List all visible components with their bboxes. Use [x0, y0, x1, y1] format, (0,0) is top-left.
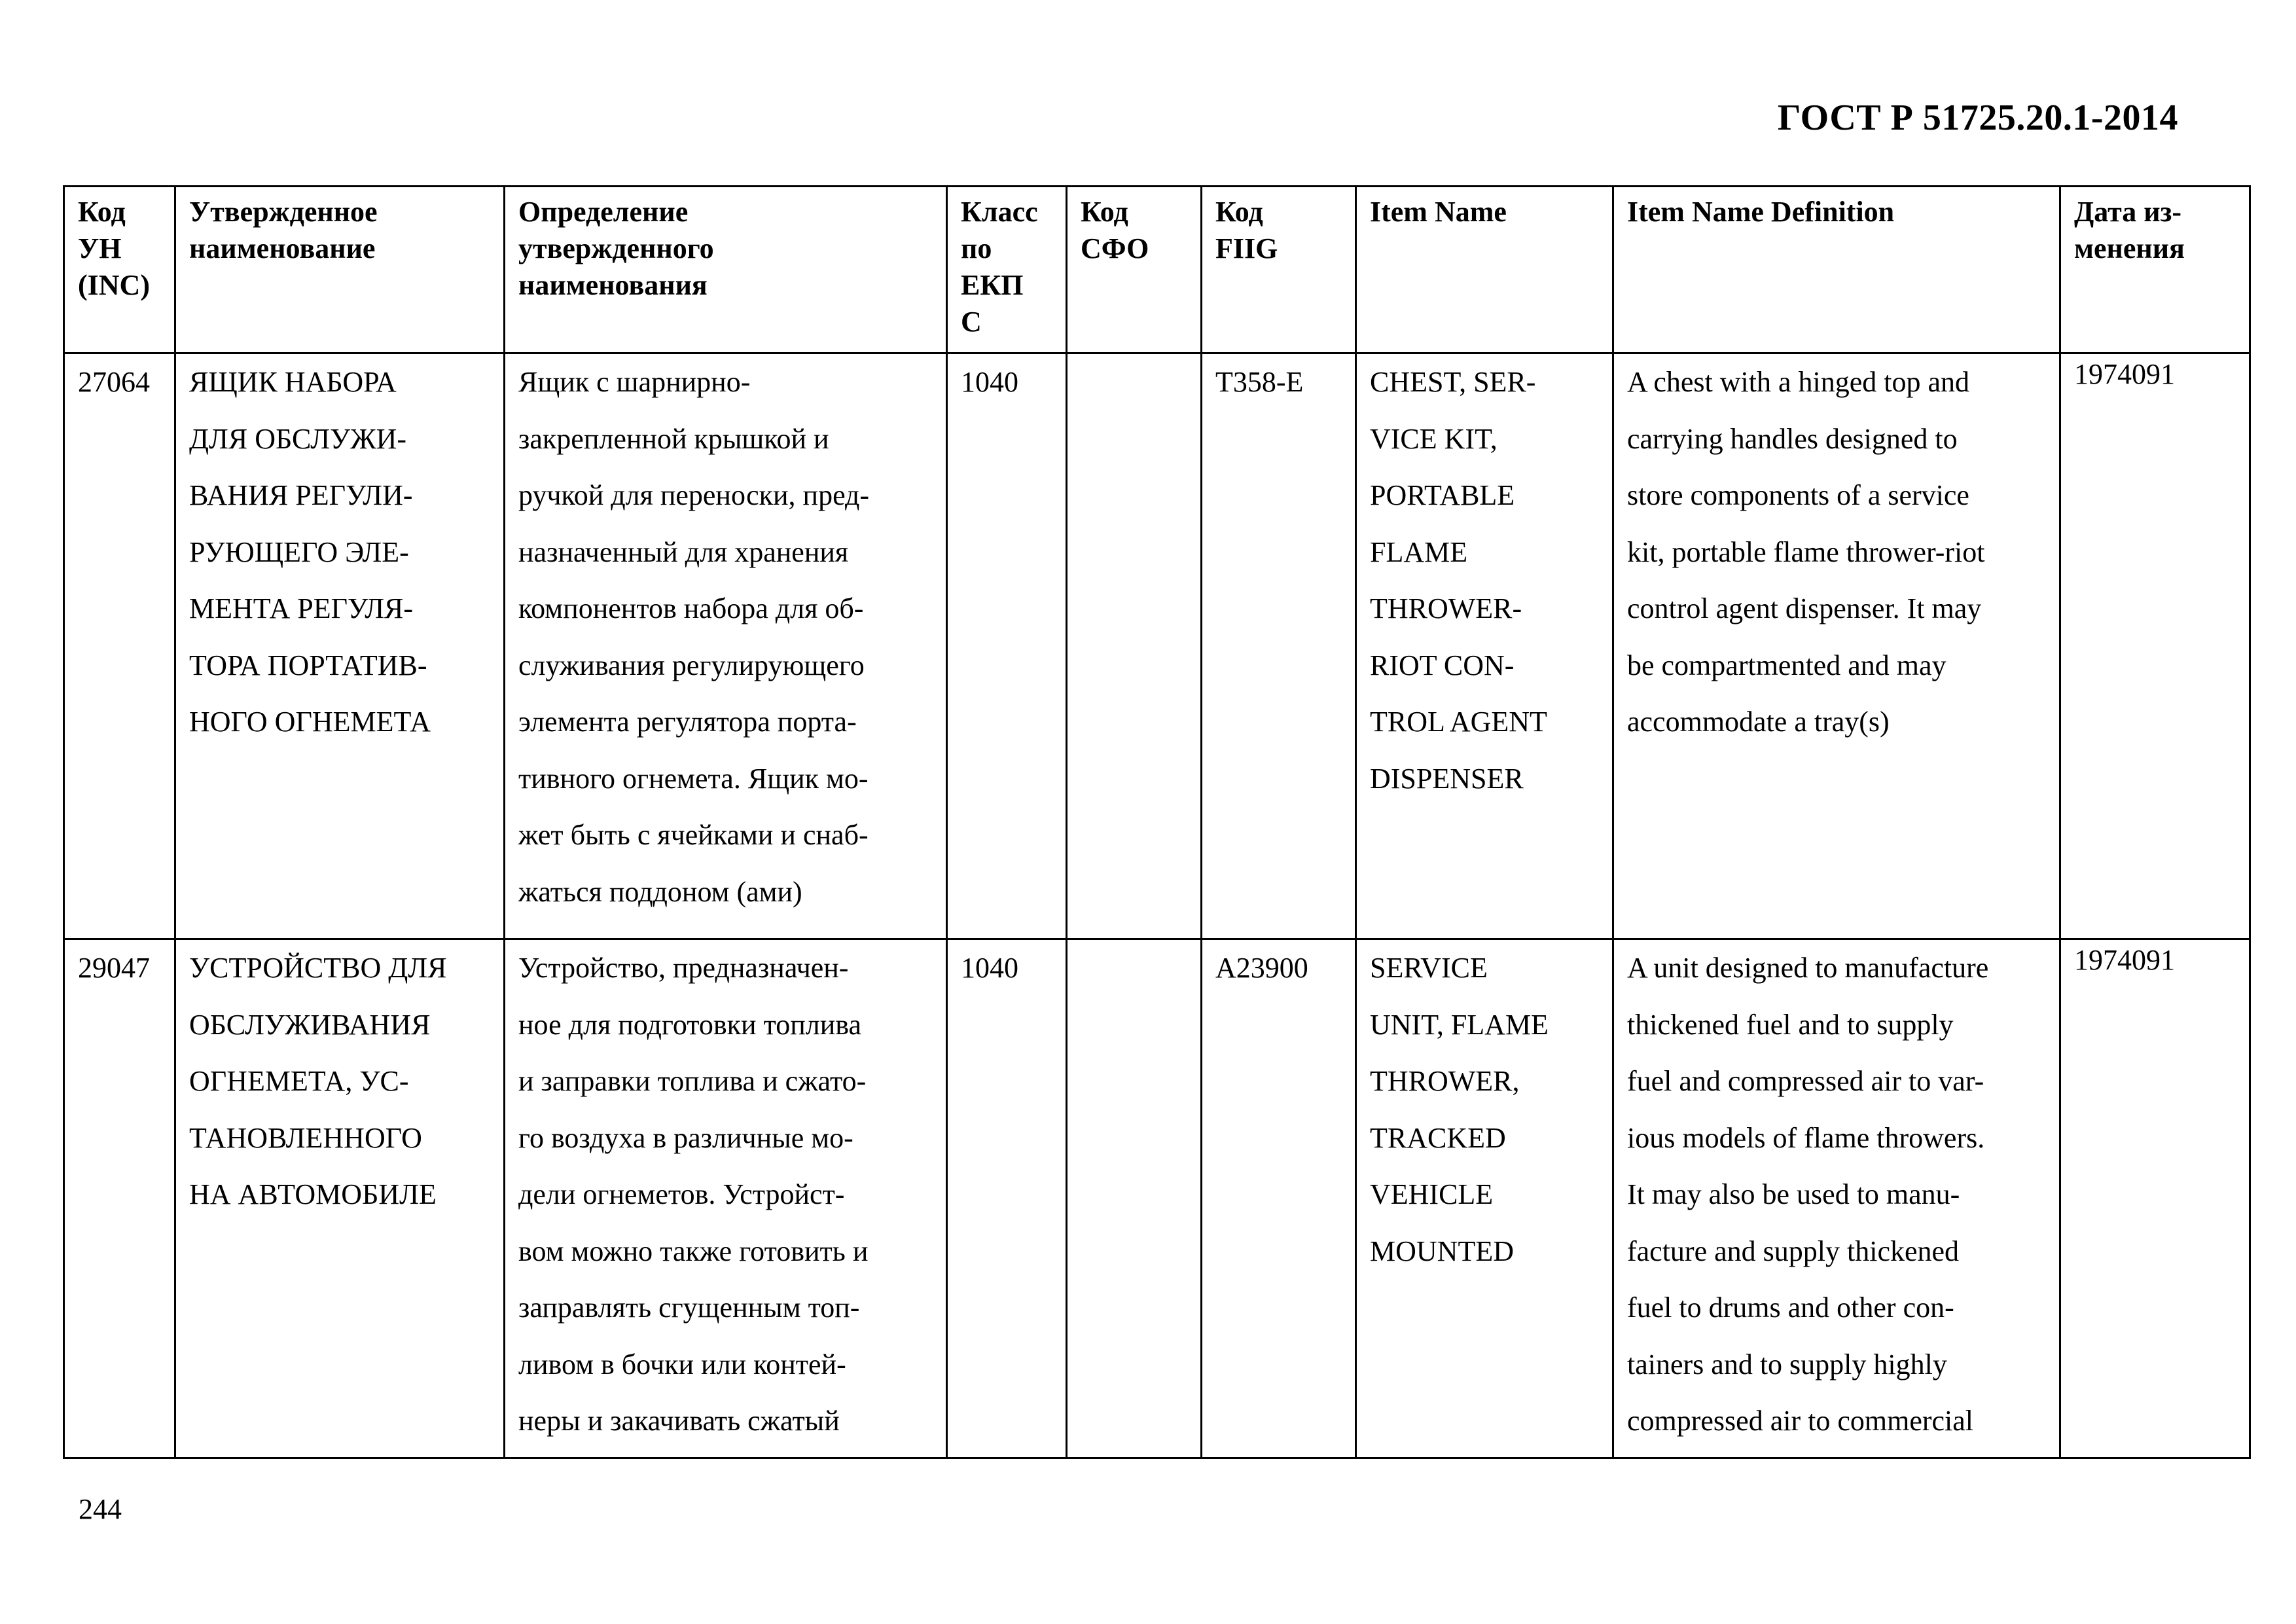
cell-text-line: ОГНЕМЕТА, УС- [189, 1065, 409, 1097]
cell-text-line: компонентов набора для об- [518, 592, 864, 624]
cell-definition [505, 939, 947, 1458]
cell-text-line: CHEST, SER- [1370, 366, 1536, 398]
header-sfo [1067, 187, 1202, 353]
header-text-line: наименования [518, 269, 708, 301]
header-text-line: Item Name [1370, 196, 1507, 228]
header-text-line: Item Name Definition [1627, 196, 1895, 228]
cell-sfo [1067, 353, 1202, 939]
cell-item-name-definition [1613, 353, 2060, 939]
cell-item-name-definition [1613, 939, 2060, 1458]
cell-fiig: T358-E [1202, 353, 1356, 939]
cell-change-date [2060, 939, 2250, 1458]
cell-text-line: MOUNTED [1370, 1235, 1514, 1267]
cell-text-line: неры и закачивать сжатый [518, 1405, 840, 1437]
cell-text-line: VEHICLE [1370, 1178, 1494, 1210]
document-standard-number: ГОСТ Р 51725.20.1-2014 [1777, 98, 2178, 138]
cell-text-line: FLAME [1370, 535, 1468, 568]
cell-text-line: НА АВТОМОБИЛЕ [189, 1178, 437, 1210]
table-row [64, 353, 2250, 939]
header-text-line: СФО [1081, 232, 1149, 264]
cell-text-line: Ящик с шарнирно- [518, 366, 751, 398]
header-text-line: по [961, 232, 992, 264]
cell-text-line: VICE KIT, [1370, 422, 1498, 455]
cell-text-line: МЕНТА РЕГУЛЯ- [189, 592, 414, 624]
cell-text-line: thickened fuel and to supply [1627, 1008, 1954, 1041]
cell-text-line: SERVICE [1370, 952, 1488, 984]
cell-text-line: be compartmented and may [1627, 649, 1946, 681]
cell-text-line: РУЮЩЕГО ЭЛЕ- [189, 535, 409, 568]
cell-text-line: тивного огнемета. Ящик мо- [518, 762, 869, 795]
header-change-date [2060, 187, 2250, 353]
cell-inc: 29047 [64, 939, 175, 1458]
header-text-line: Код [78, 196, 126, 228]
cell-text-line: ДЛЯ ОБСЛУЖИ- [189, 422, 407, 455]
cell-text-line: ручкой для переноски, пред- [518, 479, 870, 511]
cell-text-line: A unit designed to manufacture [1627, 952, 1989, 984]
cell-text-line: facture and supply thickened [1627, 1235, 1960, 1267]
cell-class: 1040 [947, 353, 1067, 939]
cell-text-line: ливом в бочки или контей- [518, 1348, 846, 1380]
cell-text-line: THROWER- [1370, 592, 1522, 624]
cell-text-line: УСТРОЙСТВО ДЛЯ [189, 952, 447, 984]
cell-text-line: TROL AGENT [1370, 706, 1547, 738]
header-text-line: Код [1215, 196, 1263, 228]
header-inc [64, 187, 175, 353]
cell-class: 1040 [947, 939, 1067, 1458]
cell-text-line: закрепленной крышкой и [518, 422, 829, 455]
header-text-line: утвержденного [518, 232, 714, 264]
approved-names-table [63, 185, 2251, 1459]
header-definition [505, 187, 947, 353]
cell-text-line: ВАНИЯ РЕГУЛИ- [189, 479, 413, 511]
cell-text-line: UNIT, FLAME [1370, 1008, 1549, 1041]
cell-text-line: назначенный для хранения [518, 535, 849, 568]
cell-text-line: служивания регулирующего [518, 649, 865, 681]
header-text-line: наименование [189, 232, 376, 264]
cell-text-line: control agent dispenser. It may [1627, 592, 1982, 624]
header-text-line: ЕКП [961, 269, 1024, 301]
header-class [947, 187, 1067, 353]
cell-text-line: fuel to drums and other con- [1627, 1291, 1954, 1324]
cell-item-name [1356, 939, 1613, 1458]
cell-text-line: accommodate a tray(s) [1627, 706, 1890, 738]
header-text-line: Класс [961, 196, 1038, 228]
cell-text-line: ОБСЛУЖИВАНИЯ [189, 1008, 431, 1041]
cell-text-line: ЯЩИК НАБОРА [189, 366, 397, 398]
table-row [64, 939, 2250, 1458]
cell-text-line: Устройство, предназначен- [518, 952, 849, 984]
cell-text-line: It may also be used to manu- [1627, 1178, 1960, 1210]
cell-text-line: TRACKED [1370, 1121, 1506, 1154]
cell-text-line: жаться поддоном (ами) [518, 875, 802, 908]
cell-text-line: tainers and to supply highly [1627, 1348, 1947, 1380]
header-text-line: FIIG [1215, 232, 1278, 264]
cell-text-line: fuel and compressed air to var- [1627, 1065, 1984, 1097]
cell-text-line: kit, portable flame thrower-riot [1627, 535, 1985, 568]
cell-text-line: PORTABLE [1370, 479, 1515, 511]
cell-text-line: НОГО ОГНЕМЕТА [189, 706, 431, 738]
header-text-line: УН [78, 232, 122, 264]
header-item-name [1356, 187, 1613, 353]
cell-text-line: ТАНОВЛЕННОГО [189, 1121, 422, 1154]
header-text-line: С [961, 306, 982, 338]
cell-definition [505, 353, 947, 939]
cell-item-name [1356, 353, 1613, 939]
change-date-value: 1974091 [2074, 944, 2175, 976]
table-header-row [64, 187, 2250, 353]
header-text-line: менения [2074, 232, 2185, 264]
cell-fiig: A23900 [1202, 939, 1356, 1458]
cell-text-line: вом можно также готовить и [518, 1235, 869, 1267]
cell-change-date [2060, 353, 2250, 939]
cell-text-line: A chest with a hinged top and [1627, 366, 1970, 398]
cell-text-line: ТОРА ПОРТАТИВ- [189, 649, 427, 681]
cell-text-line: ное для подготовки топлива [518, 1008, 862, 1041]
cell-text-line: элемента регулятора порта- [518, 706, 857, 738]
cell-text-line: RIOT CON- [1370, 649, 1515, 681]
cell-text-line: заправлять сгущенным топ- [518, 1291, 860, 1324]
cell-text-line: DISPENSER [1370, 762, 1524, 795]
header-text-line: Утвержденное [189, 196, 378, 228]
cell-approved-name [175, 939, 505, 1458]
cell-text-line: го воздуха в различные мо- [518, 1121, 853, 1154]
header-text-line: Код [1081, 196, 1128, 228]
cell-text-line: compressed air to commercial [1627, 1405, 1974, 1437]
cell-inc: 27064 [64, 353, 175, 939]
header-approved-name [175, 187, 505, 353]
header-fiig [1202, 187, 1356, 353]
cell-approved-name [175, 353, 505, 939]
cell-text-line: ious models of flame throwers. [1627, 1121, 1985, 1154]
cell-text-line: THROWER, [1370, 1065, 1520, 1097]
cell-text-line: дели огнеметов. Устройст- [518, 1178, 845, 1210]
page-number: 244 [79, 1493, 122, 1525]
header-text-line: Определение [518, 196, 689, 228]
header-text-line: Дата из- [2074, 196, 2181, 228]
cell-text-line: store components of a service [1627, 479, 1969, 511]
cell-text-line: жет быть с ячейками и снаб- [518, 819, 869, 851]
header-item-name-definition [1613, 187, 2060, 353]
header-text-line: (INC) [78, 269, 150, 301]
cell-text-line: и заправки топлива и сжато- [518, 1065, 867, 1097]
cell-text-line: carrying handles designed to [1627, 422, 1958, 455]
change-date-value: 1974091 [2074, 358, 2175, 390]
cell-sfo [1067, 939, 1202, 1458]
